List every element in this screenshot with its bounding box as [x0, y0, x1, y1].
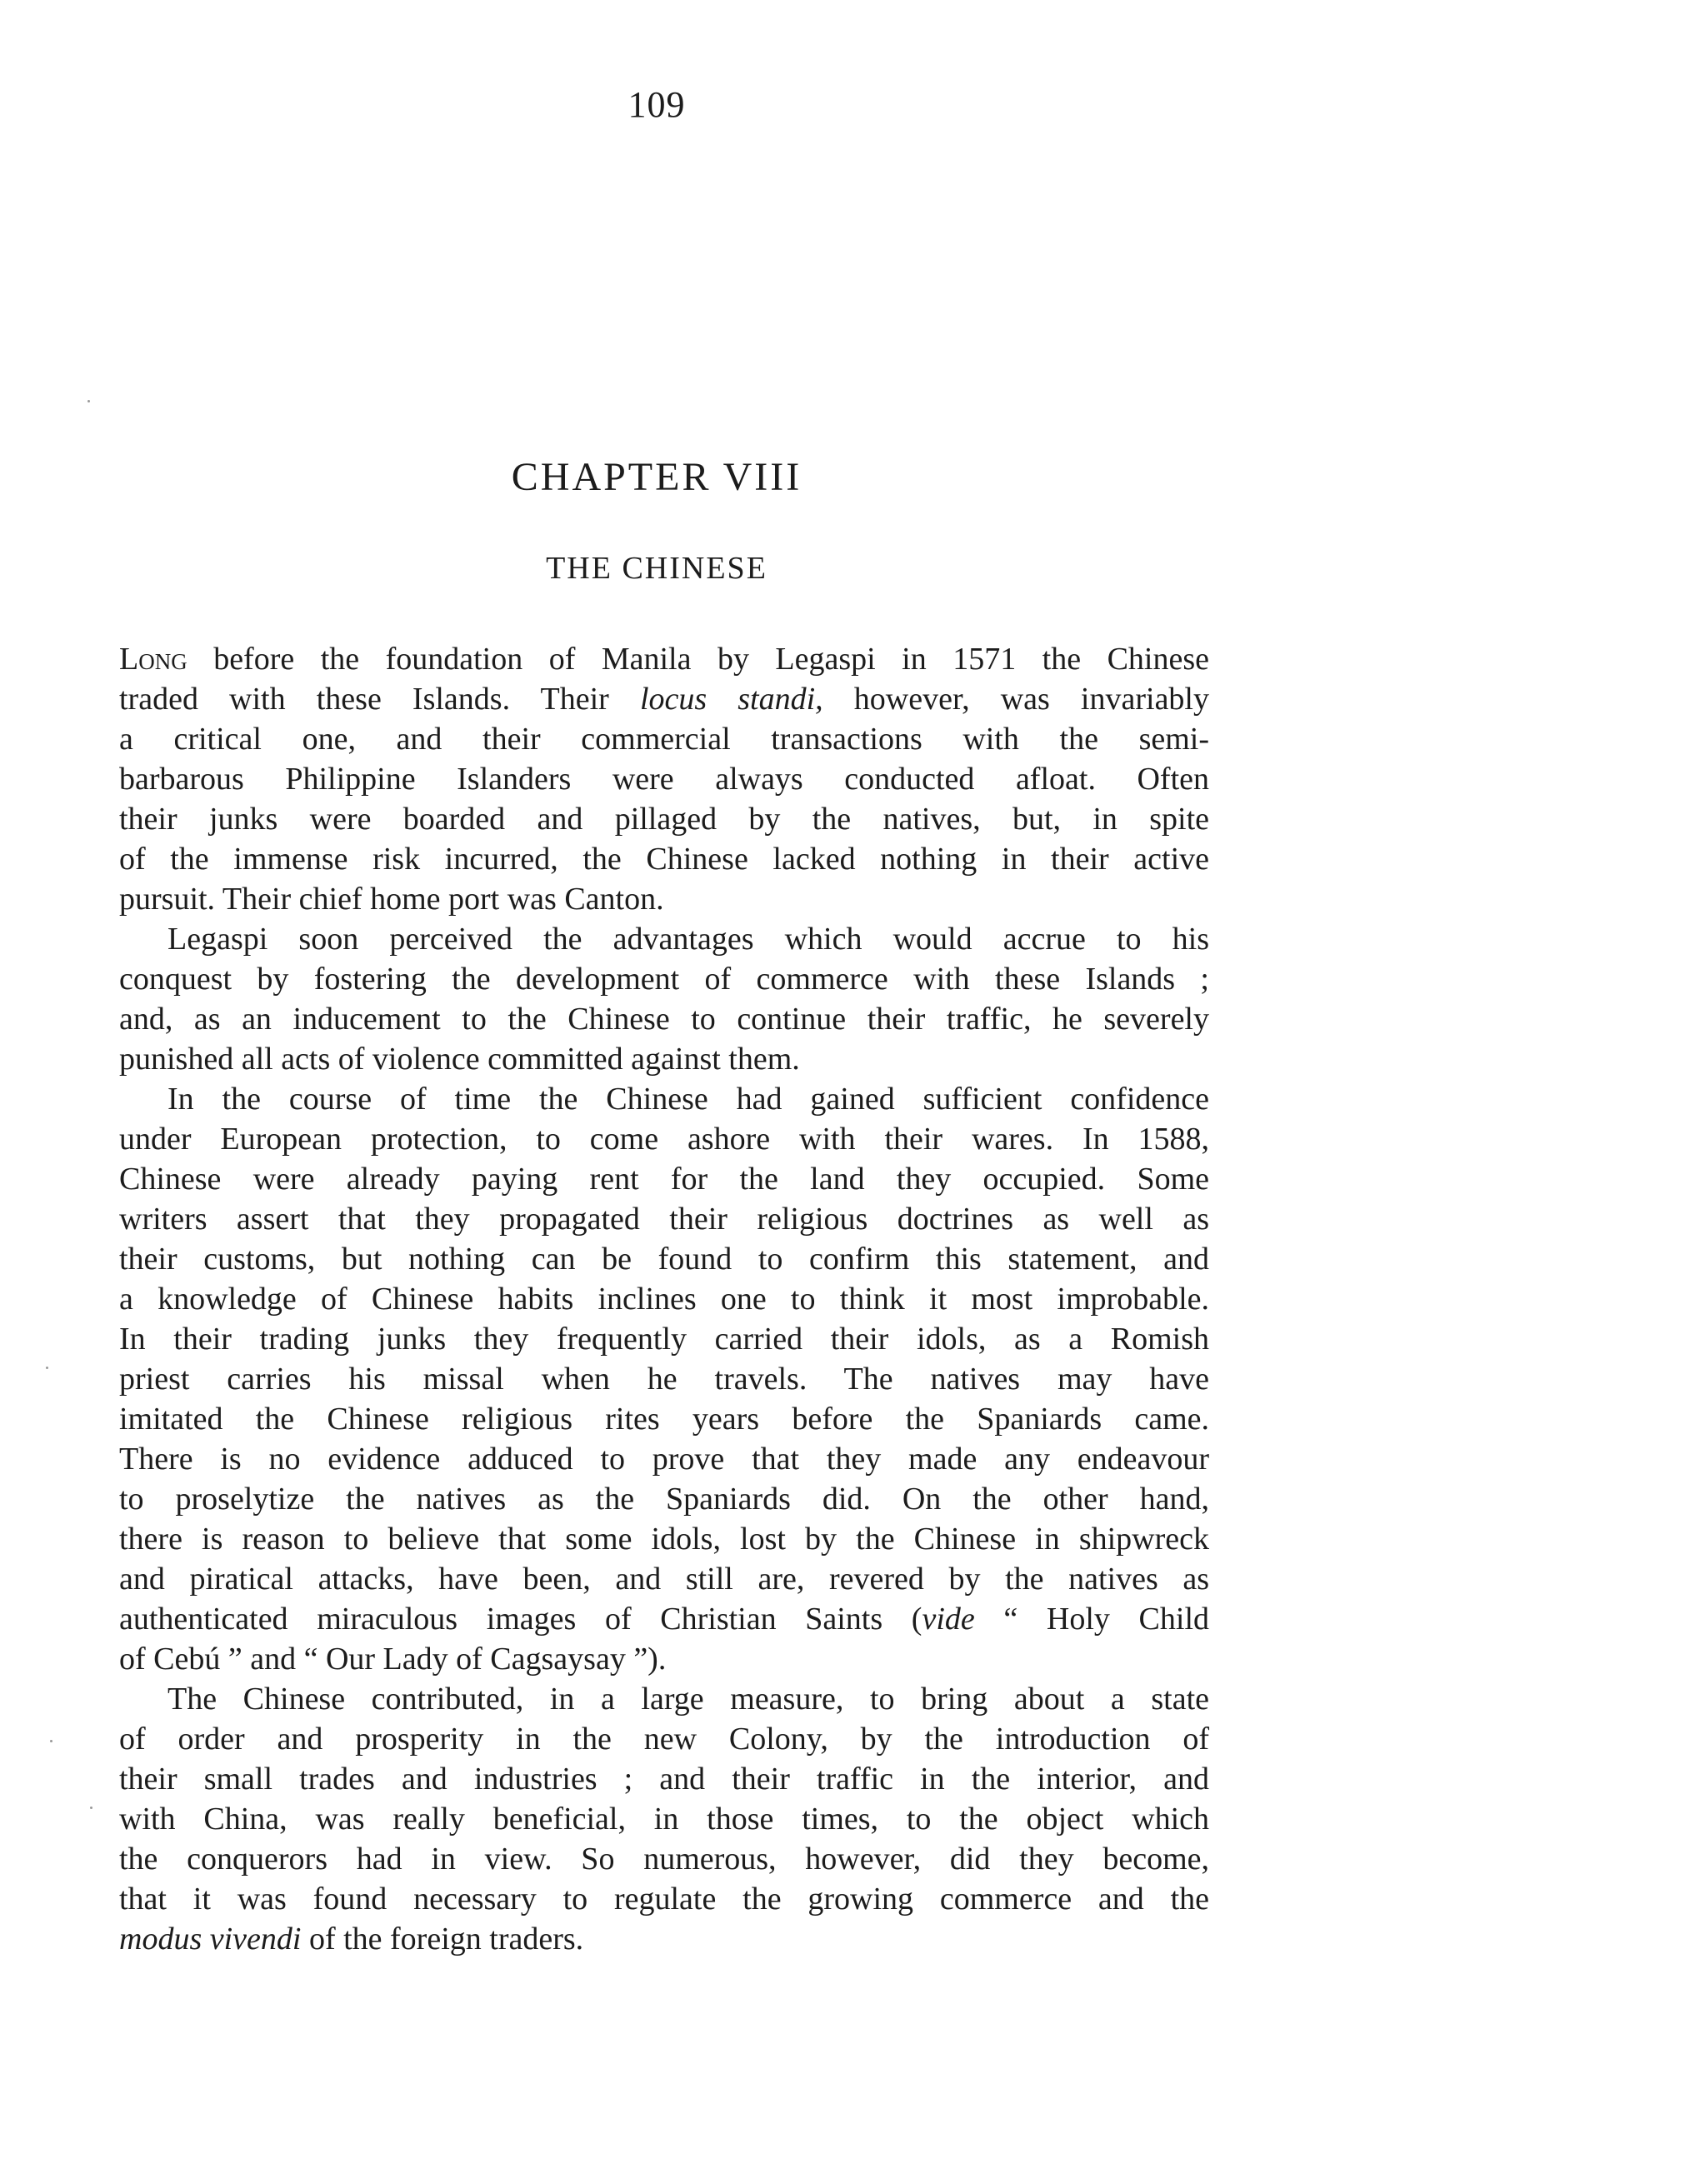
chapter-title: THE CHINESE: [546, 551, 768, 586]
line-text: and, as an inducement to the Chinese to continue their traffic, he severely: [119, 1002, 1209, 1037]
line-text: their small trades and industries ; and their traffic in the interior, and: [119, 1762, 1209, 1797]
text-line: [119, 1079, 1209, 1119]
italic-phrase: locus standi,: [639, 682, 823, 717]
line-text: to proselytize the natives as the Spaniards did. On the other hand,: [119, 1482, 1209, 1517]
line-text: The Chinese contributed, in a large measure, to bring about a state: [168, 1682, 1209, 1717]
line-text: of order and prosperity in the new Colony, by the introduction of: [119, 1722, 1209, 1757]
line-text: of the immense risk incurred, the Chinese lacked nothing in their active: [119, 842, 1209, 877]
line-text: authenticated miraculous images of Christian Saints (: [119, 1602, 922, 1637]
line-text: “ Holy Child: [974, 1602, 1210, 1637]
line-text: that it was found necessary to regulate the growing commerce and the: [119, 1882, 1209, 1917]
text-line: [119, 1759, 1209, 1799]
line-text: punished all acts of violence committed against them.: [119, 1042, 800, 1077]
text-line: [119, 1399, 1209, 1439]
line-text: with China, was really beneficial, in those times, to the object which: [119, 1802, 1209, 1837]
line-text: There is no evidence adduced to prove that they made any endeavour: [119, 1442, 1209, 1477]
text-line: [119, 1839, 1209, 1879]
scan-speck: [90, 1807, 92, 1809]
text-line: [119, 719, 1209, 759]
line-text: In the course of time the Chinese had gained sufficient confidence: [168, 1082, 1209, 1117]
text-line: [119, 999, 1209, 1039]
text-line: [119, 1679, 1209, 1719]
text-line: [119, 1879, 1209, 1919]
line-text: and piratical attacks, have been, and still are, revered by the natives as: [119, 1562, 1209, 1597]
line-text: barbarous Philippine Islanders were always conducted afloat. Often: [119, 762, 1209, 797]
text-line: [119, 1599, 1209, 1639]
text-line: [119, 639, 1209, 679]
line-text: a knowledge of Chinese habits inclines one to think it most improbable.: [119, 1282, 1209, 1317]
text-line: [119, 1359, 1209, 1399]
line-text: of Cebú ” and “ Our Lady of Cagsaysay ”).: [119, 1642, 667, 1677]
text-line: [119, 679, 1209, 719]
text-line: [119, 1919, 1209, 1959]
line-text: there is reason to believe that some idols, lost by the Chinese in shipwreck: [119, 1522, 1209, 1557]
paragraph: [119, 919, 1209, 1079]
text-line: [119, 959, 1209, 999]
text-line: [119, 1719, 1209, 1759]
line-text: however, was invariably: [822, 682, 1209, 717]
line-text: traded with these Islands. Their: [119, 682, 640, 717]
chapter-heading: CHAPTER VIII: [511, 455, 802, 499]
text-line: [119, 839, 1209, 879]
scan-speck: [88, 400, 90, 402]
italic-phrase: modus vivendi: [119, 1922, 302, 1957]
line-text: Chinese were already paying rent for the land they occupied. Some: [119, 1162, 1209, 1197]
line-text: In their trading junks they frequently carried their idols, as a Romish: [119, 1322, 1209, 1357]
line-text: writers assert that they propagated their religious doctrines as well as: [119, 1202, 1209, 1237]
line-text: their customs, but nothing can be found to confirm this statement, and: [119, 1242, 1209, 1277]
text-line: [119, 1279, 1209, 1319]
text-line: [119, 1519, 1209, 1559]
line-text: priest carries his missal when he travels. The natives may have: [119, 1362, 1209, 1397]
text-line: [119, 1799, 1209, 1839]
line-text: conquest by fostering the development of commerce with these Islands ;: [119, 962, 1209, 997]
text-line: [119, 1119, 1209, 1159]
text-line: [119, 1639, 1209, 1679]
text-line: [119, 759, 1209, 799]
scan-speck: [50, 1740, 52, 1742]
line-text: Legaspi soon perceived the advantages which would accrue to his: [168, 922, 1209, 957]
text-line: [119, 799, 1209, 839]
paragraph: [119, 1079, 1209, 1679]
text-line: [119, 1319, 1209, 1359]
line-text: the conquerors had in view. So numerous, however, did they become,: [119, 1842, 1209, 1877]
text-line: [119, 1159, 1209, 1199]
page-number: 109: [628, 84, 686, 125]
paragraph: [119, 1679, 1209, 1959]
text-line: [119, 1039, 1209, 1079]
line-text: their junks were boarded and pillaged by the natives, but, in spite: [119, 802, 1209, 837]
text-line: [119, 1559, 1209, 1599]
text-line: [119, 879, 1209, 919]
text-line: [119, 919, 1209, 959]
line-text: a critical one, and their commercial transactions with the semi-: [119, 722, 1209, 757]
line-text: pursuit. Their chief home port was Canton.: [119, 882, 664, 917]
body-text: [119, 639, 1209, 1959]
line-text: under European protection, to come ashore with their wares. In 1588,: [119, 1122, 1209, 1157]
drop-word: Long: [119, 642, 188, 677]
line-text: before the foundation of Manila by Legaspi in 1571 the Chinese: [187, 642, 1209, 677]
paragraph: [119, 639, 1209, 919]
line-text: imitated the Chinese religious rites years before the Spaniards came.: [119, 1402, 1209, 1437]
text-line: [119, 1199, 1209, 1239]
text-line: [119, 1239, 1209, 1279]
line-text: of the foreign traders.: [301, 1922, 584, 1957]
text-line: [119, 1479, 1209, 1519]
scan-speck: [46, 1367, 48, 1369]
italic-phrase: vide: [922, 1602, 975, 1637]
text-line: [119, 1439, 1209, 1479]
